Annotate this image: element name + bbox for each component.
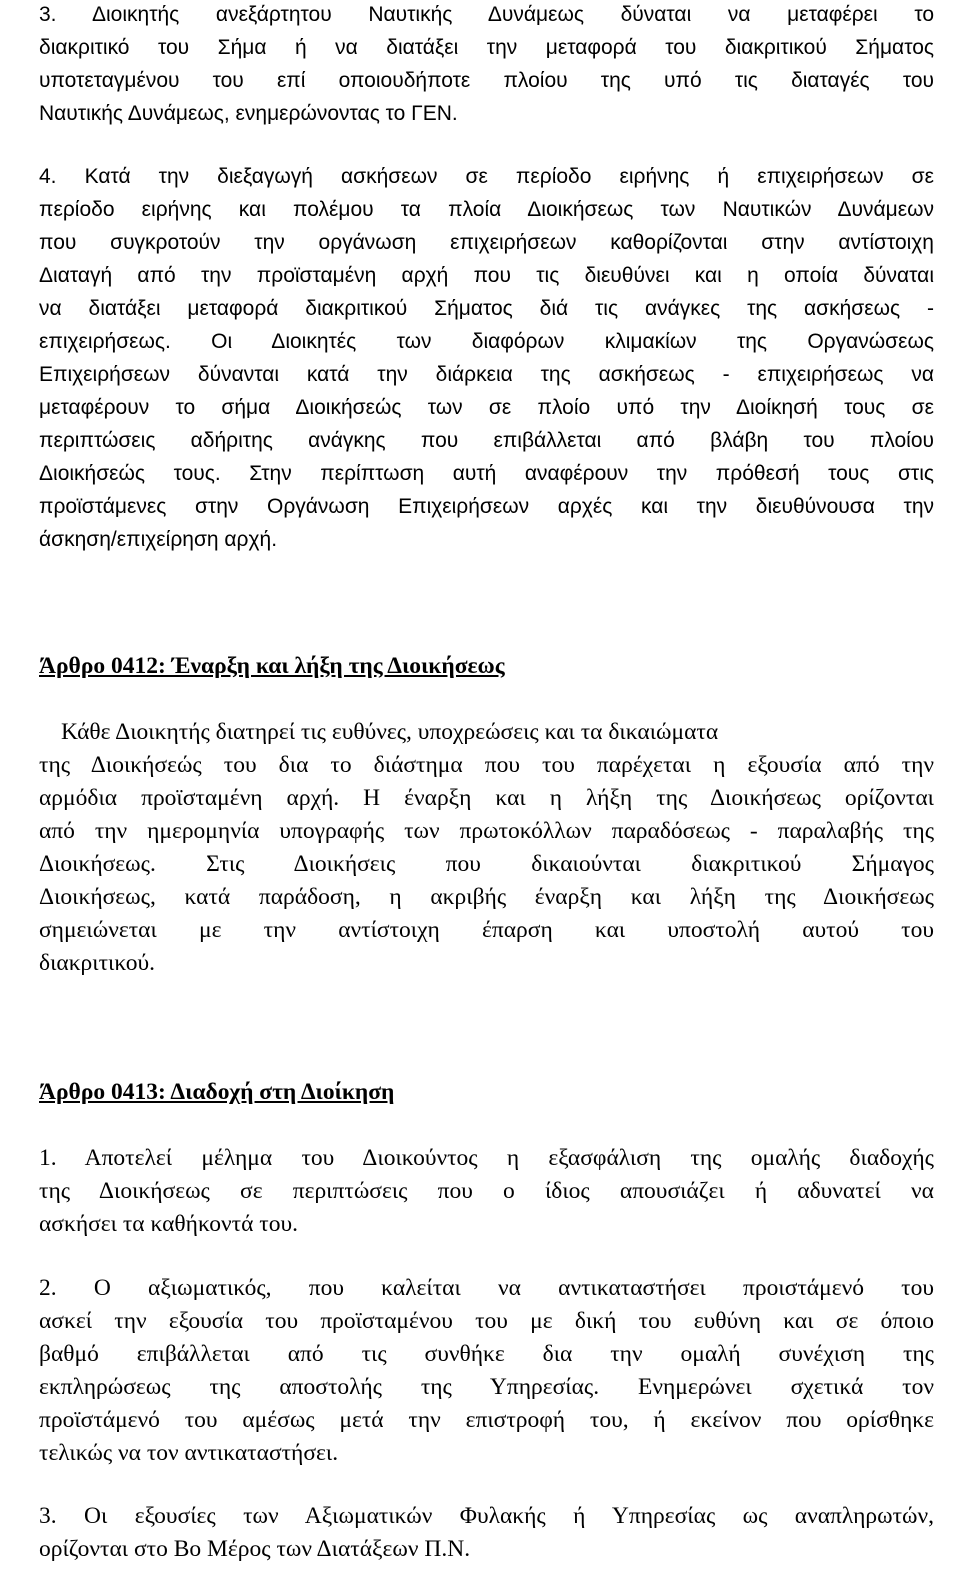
text-line: περιπτώσεις αδήριτης ανάγκης που επιβάλλεται από βλάβη του πλοίου [39, 429, 934, 452]
paragraph-article-0413-item-1 [39, 1142, 939, 1241]
text-line: Ναυτικής Δυνάμεως, ενημερώνοντας το ΓΕΝ. [39, 102, 458, 125]
text-line: Κάθε Διοικητής διατηρεί τις ευθύνες, υποχρεώσεις και τα δικαιώματα [61, 719, 719, 745]
text-line: προϊστάμενες στην Οργάνωση Επιχειρήσεων αρχές και την διευθύνουσα την [39, 495, 934, 518]
text-line: υποτεταγμένου του επί οποιουδήποτε πλοίου της υπό τις διαταγές του [39, 69, 934, 92]
text-line: Διοικήσεως, κατά παράδοση, η ακριβής έναρξη και λήξη της Διοικήσεως [39, 884, 934, 910]
text-line: διακριτικού. [39, 950, 155, 976]
text-line: 4. Κατά την διεξαγωγή ασκήσεων σε περίοδο ειρήνης ή επιχειρήσεων σε [39, 165, 934, 188]
text-line: διακριτικό του Σήμα ή να διατάξει την μεταφορά του διακριτικού Σήματος [39, 36, 934, 59]
text-line: Διοικήσεώς τους. Στην περίπτωση αυτή αναφέρουν την πρόθεσή τους στις [39, 462, 934, 485]
paragraph-section-4 [39, 160, 939, 556]
text-line: σημειώνεται με την αντίστοιχη έπαρση και υποστολή αυτού του [39, 917, 934, 943]
text-line: 2. Ο αξιωματικός, που καλείται να αντικαταστήσει προιστάμενό του [39, 1275, 934, 1301]
text-line: εκπληρώσεως της αποστολής της Υπηρεσίας. Ενημερώνει σχετικά τον [39, 1374, 934, 1400]
text-line: Διοικήσεως. Στις Διοικήσεις που δικαιούνται διακριτικού Σήμαγος [39, 851, 934, 877]
text-line: να διατάξει μεταφορά διακριτικού Σήματος διά τις ανάγκες της ασκήσεως - [39, 297, 934, 320]
text-line: που συγκροτούν την οργάνωση επιχειρήσεων καθορίζονται στην αντίστοιχη [39, 231, 934, 254]
text-line: της Διοικήσεώς του δια το διάστημα που του παρέχεται η εξουσία από την [39, 752, 934, 778]
text-line: από την ημερομηνία υπογραφής των πρωτοκόλλων παραδόσεως - παραλαβής της [39, 818, 934, 844]
text-line: ορίζονται στο Βο Μέρος των Διατάξεων Π.Ν. [39, 1536, 471, 1562]
article-0413-heading: Άρθρο 0413: Διαδοχή στη Διοίκηση [39, 1079, 395, 1105]
text-line: αρμόδια προϊσταμένη αρχή. Η έναρξη και η λήξη της Διοικήσεως ορίζονται [39, 785, 934, 811]
paragraph-article-0412 [39, 716, 939, 980]
paragraph-article-0413-item-2 [39, 1272, 939, 1470]
article-0412-heading: Άρθρο 0412: Έναρξη και λήξη της Διοικήσεως [39, 653, 505, 679]
text-line: περίοδο ειρήνης και πολέμου τα πλοία Διοικήσεως των Ναυτικών Δυνάμεων [39, 198, 934, 221]
text-line: ασκεί την εξουσία του προϊσταμένου του με δική του ευθύνη και σε όποιο [39, 1308, 934, 1334]
text-line: 3. Διοικητής ανεξάρτητου Ναυτικής Δυνάμεως δύναται να μεταφέρει το [39, 3, 934, 26]
paragraph-article-0413-item-3 [39, 1500, 939, 1566]
text-line: βαθμό επιβάλλεται από τις συνθήκε δια την ομαλή συνέχιση της [39, 1341, 934, 1367]
text-line: τελικώς να τον αντικαταστήσει. [39, 1440, 339, 1466]
text-line: Διαταγή από την προϊσταμένη αρχή που τις διευθύνει και η οποία δύναται [39, 264, 934, 287]
text-line: 3. Οι εξουσίες των Αξιωματικών Φυλακής ή Υπηρεσίας ως αναπληρωτών, [39, 1503, 934, 1529]
text-line: άσκηση/επιχείρηση αρχή. [39, 528, 278, 551]
text-line: 1. Αποτελεί μέλημα του Διοικούντος η εξασφάλιση της ομαλής διαδοχής [39, 1145, 934, 1171]
text-line: επιχειρήσεως. Οι Διοικητές των διαφόρων κλιμακίων της Οργανώσεως [39, 330, 934, 353]
text-line: προϊστάμενό του αμέσως μετά την επιστροφή του, ή εκείνον που ορίσθηκε [39, 1407, 934, 1433]
text-line: μεταφέρουν το σήμα Διοικήσεώς των σε πλοίο υπό την Διοίκησή τους σε [39, 396, 934, 419]
text-line: Επιχειρήσεων δύνανται κατά την διάρκεια της ασκήσεως - επιχειρήσεως να [39, 363, 934, 386]
text-line: ασκήσει τα καθήκοντά του. [39, 1211, 299, 1237]
text-line: της Διοικήσεως σε περιπτώσεις που ο ίδιος απουσιάζει ή αδυνατεί να [39, 1178, 934, 1204]
paragraph-section-3 [39, 0, 939, 130]
